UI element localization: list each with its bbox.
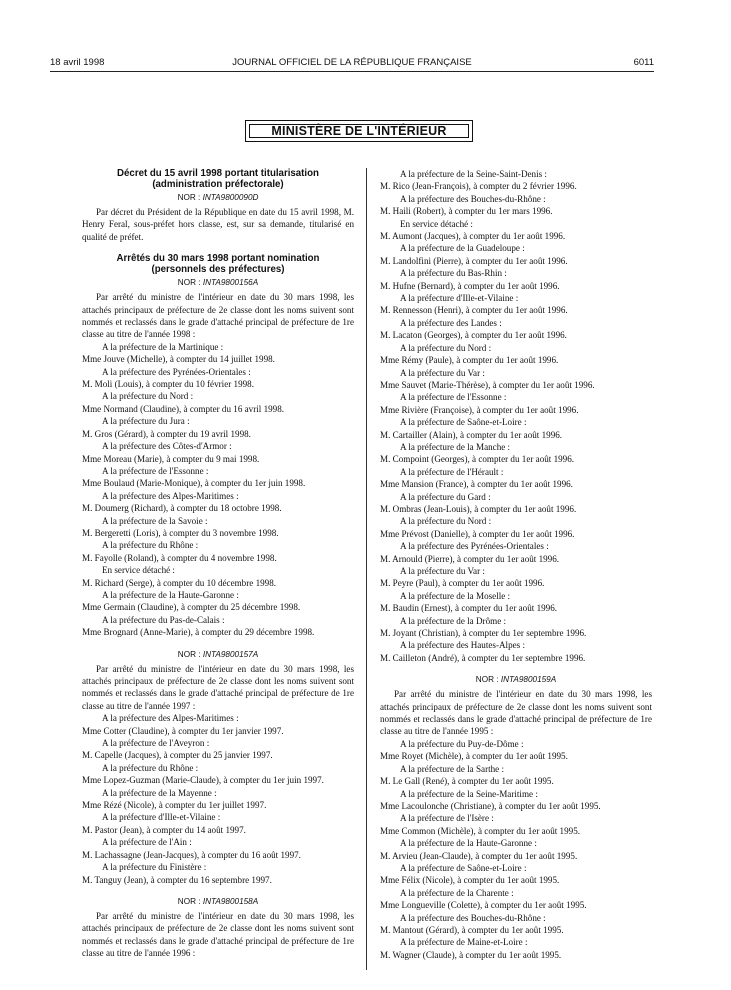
appointee-line: M. Arvieu (Jean-Claude), à compter du 1er août 1995. (380, 850, 578, 861)
appointee-line: Mme Brognard (Anne-Marie), à compter du 29 décembre 1998. (82, 627, 315, 638)
appointee-line: M. Cartailler (Alain), à compter du 1er août 1996. (380, 429, 563, 440)
nor-reference (380, 674, 652, 686)
prefecture-line: A la préfecture du Nord : (400, 342, 492, 353)
running-header (50, 57, 654, 72)
appointee-line: M. Wagner (Claude), à compter du 1er août 1995. (380, 949, 562, 960)
prefecture-line: A la préfecture des Alpes-Maritimes : (102, 490, 239, 501)
prefecture-line: A la préfecture des Landes : (400, 317, 502, 328)
nor-label: NOR : (177, 278, 201, 288)
prefecture-line: A la préfecture de la Seine-Maritime : (400, 788, 538, 799)
page-number: 6011 (633, 57, 654, 68)
appointee-line: M. Rennesson (Henri), à compter du 1er août 1996. (380, 305, 568, 316)
appointee-line: Mme Lopez-Guzman (Marie-Claude), à compter du 1er juin 1997. (82, 775, 324, 786)
prefecture-line: A la préfecture de la Martinique : (102, 341, 224, 352)
arrete-text: Par arrêté du ministre de l'intérieur en date du 30 mars 1998, les attachés principaux de préfecture de 2e classe dont les noms suivent sont nommés et reclassés dans le grade d'attaché principal de préfecture de 1re classe au titre de l'année 1995 : (380, 689, 652, 737)
prefecture-line: A la préfecture du Rhône : (102, 540, 199, 551)
ministry-title: MINISTÈRE DE L'INTÉRIEUR (249, 124, 469, 138)
prefecture-line: A la préfecture de Maine-et-Loire : (400, 937, 528, 948)
prefecture-line: A la préfecture d'Ille-et-Vilaine : (102, 812, 221, 823)
appointee-line: Mme Longueville (Colette), à compter du 1er août 1995. (380, 900, 587, 911)
nor-code: INTA9800090D (202, 193, 259, 202)
arrete-text: Par arrêté du ministre de l'intérieur en date du 30 mars 1998, les attachés principaux de préfecture de 2e classe dont les noms suivent sont nommés et reclassés dans le grade d'attaché principal de préfecture de 1re classe au titre de l'année 1996 : (82, 910, 354, 959)
prefecture-line: A la préfecture de l'Essonne : (400, 392, 507, 403)
arretes-title: Arrêtés du 30 mars 1998 portant nomination (116, 253, 320, 265)
prefecture-line: A la préfecture du Jura : (102, 416, 190, 427)
appointee-line: Mme Félix (Nicole), à compter du 1er août 1995. (380, 875, 560, 886)
appointee-line: M. Joyant (Christian), à compter du 1er septembre 1996. (380, 628, 587, 639)
appointee-line: Mme Rémy (Paule), à compter du 1er août 1996. (380, 355, 559, 366)
nor-label: NOR : (177, 896, 201, 906)
appointee-line: M. Lachassagne (Jean-Jacques), à compter du 16 août 1997. (82, 849, 301, 860)
prefecture-line: A la préfecture du Var : (400, 367, 485, 378)
nor-label: NOR : (475, 675, 499, 685)
prefecture-line: A la préfecture du Gard : (400, 491, 491, 502)
prefecture-line: A la préfecture de l'Isère : (400, 813, 494, 824)
nor-reference (82, 277, 354, 289)
prefecture-line: A la préfecture des Alpes-Maritimes : (102, 713, 239, 724)
appointee-line: M. Ombras (Jean-Louis), à compter du 1er août 1996. (380, 503, 577, 514)
prefecture-line: A la préfecture du Nord : (400, 516, 492, 527)
arretes-heading (82, 253, 354, 275)
prefecture-line: A la préfecture des Côtes-d'Armor : (102, 441, 232, 452)
prefecture-line: A la préfecture du Puy-de-Dôme : (400, 738, 524, 749)
appointee-line: M. Hufne (Bernard), à compter du 1er août 1996. (380, 280, 560, 291)
arrete-text: Par arrêté du ministre de l'intérieur en date du 30 mars 1998, les attachés principaux de préfecture de 2e classe dont les noms suivent sont nommés et reclassés dans le grade d'attaché principal de préfecture de 1re classe au titre de l'année 1998 : (82, 292, 354, 340)
prefecture-line: A la préfecture de la Mayenne : (102, 787, 217, 798)
arrete-text: Par arrêté du ministre de l'intérieur en date du 30 mars 1998, les attachés principaux de préfecture de 2e classe dont les noms suivent sont nommés et reclassés dans le grade d'attaché principal de préfecture de 1re classe au titre de l'année 1997 : (82, 663, 354, 711)
prefecture-line: A la préfecture de l'Ain : (102, 837, 192, 848)
appointment-list (82, 341, 354, 639)
appointee-line: M. Compoint (Georges), à compter du 1er août 1996. (380, 454, 575, 465)
appointment-list (380, 738, 652, 961)
appointee-line: Mme Boulaud (Marie-Monique), à compter du 1er juin 1998. (82, 478, 306, 489)
prefecture-line: A la préfecture de Saône-et-Loire : (400, 862, 527, 873)
prefecture-line: En service détaché : (400, 218, 473, 229)
prefecture-line: A la préfecture du Bas-Rhin : (400, 268, 507, 279)
appointee-line: M. Aumont (Jacques), à compter du 1er août 1996. (380, 231, 566, 242)
prefecture-line: A la préfecture de Saône-et-Loire : (400, 417, 527, 428)
appointee-line: M. Cailleton (André), à compter du 1er septembre 1996. (380, 652, 586, 663)
prefecture-line: A la préfecture de la Guadeloupe : (400, 243, 525, 254)
prefecture-line: A la préfecture du Finistère : (102, 862, 207, 873)
nor-reference (82, 649, 354, 661)
prefecture-line: A la préfecture de l'Aveyron : (102, 738, 210, 749)
prefecture-line: A la préfecture de la Moselle : (400, 590, 511, 601)
appointee-line: M. Fayolle (Roland), à compter du 4 novembre 1998. (82, 552, 277, 563)
decree-heading (82, 168, 354, 190)
appointee-line: M. Gros (Gérard), à compter du 19 avril 1998. (82, 428, 251, 439)
appointee-line: M. Doumerg (Richard), à compter du 18 octobre 1998. (82, 503, 282, 514)
prefecture-line: A la préfecture de la Sarthe : (400, 763, 505, 774)
appointee-line: M. Le Gall (René), à compter du 1er août 1995. (380, 776, 554, 787)
prefecture-line: A la préfecture du Pas-de-Calais : (102, 614, 225, 625)
prefecture-line: A la préfecture de la Manche : (400, 441, 511, 452)
prefecture-line: A la préfecture des Pyrénées-Orientales : (102, 366, 251, 377)
appointee-line: Mme Cotter (Claudine), à compter du 1er janvier 1997. (82, 725, 284, 736)
appointee-line: M. Haili (Robert), à compter du 1er mars 1996. (380, 206, 553, 217)
prefecture-line: A la préfecture des Hautes-Alpes : (400, 640, 525, 651)
appointee-line: M. Mantout (Gérard), à compter du 1er août 1995. (380, 924, 564, 935)
appointee-line: M. Rico (Jean-François), à compter du 2 février 1996. (380, 181, 577, 192)
prefecture-line: A la préfecture du Nord : (102, 391, 194, 402)
prefecture-line: A la préfecture des Bouches-du-Rhône : (400, 193, 546, 204)
appointee-line: Mme Lacoulonche (Christiane), à compter du 1er août 1995. (380, 800, 601, 811)
prefecture-line: En service détaché : (102, 565, 175, 576)
nor-label: NOR : (177, 649, 201, 659)
prefecture-line: A la préfecture de la Savoie : (102, 515, 208, 526)
appointee-line: Mme Germain (Claudine), à compter du 25 décembre 1998. (82, 602, 301, 613)
appointee-line: Mme Prévost (Danielle), à compter du 1er août 1996. (380, 528, 575, 539)
header-date: 18 avril 1998 (50, 57, 105, 68)
decree-subtitle: (administration préfectorale) (152, 179, 284, 190)
appointee-line: M. Arnould (Pierre), à compter du 1er août 1996. (380, 553, 560, 564)
nor-reference (82, 896, 354, 908)
appointee-line: Mme Common (Michèle), à compter du 1er août 1995. (380, 825, 581, 836)
appointee-line: Mme Royet (Michèle), à compter du 1er août 1995. (380, 751, 568, 762)
prefecture-line: A la préfecture de la Seine-Saint-Denis : (400, 169, 547, 179)
prefecture-line: A la préfecture des Pyrénées-Orientales : (400, 541, 549, 552)
nor-label: NOR : (177, 193, 201, 202)
nor-code: INTA9800159A (500, 675, 557, 685)
appointee-line: Mme Sauvet (Marie-Thérèse), à compter du 1er août 1996. (380, 379, 595, 390)
nor-code: INTA9800156A (202, 278, 259, 288)
prefecture-line: A la préfecture de la Haute-Garonne : (400, 838, 537, 849)
prefecture-line: A la préfecture du Var : (400, 566, 485, 576)
appointee-line: M. Tanguy (Jean), à compter du 16 septembre 1997. (82, 874, 272, 885)
prefecture-line: A la préfecture de la Charente : (400, 887, 514, 898)
appointee-line: M. Lacaton (Georges), à compter du 1er août 1996. (380, 330, 567, 341)
nor-code: INTA9800157A (202, 649, 259, 659)
appointee-line: M. Moli (Louis), à compter du 10 février 1998. (82, 379, 254, 390)
appointment-list (82, 712, 354, 886)
nor-reference (82, 192, 354, 204)
prefecture-line: A la préfecture de l'Hérault : (400, 466, 504, 477)
ministry-title-box (245, 120, 473, 142)
appointee-line: M. Baudin (Ernest), à compter du 1er août 1996. (380, 603, 558, 614)
decree-text: Par décret du Président de la République en date du 15 avril 1998, M. Henry Feral, sous-préfet hors classe, est, sur sa demande, titularisé en qualité de préfet. (82, 207, 354, 242)
appointee-line: M. Pastor (Jean), à compter du 14 août 1997. (82, 824, 246, 835)
prefecture-line: A la préfecture de la Haute-Garonne : (102, 589, 239, 600)
left-column (82, 168, 354, 960)
nor-code: INTA9800158A (202, 896, 259, 906)
appointee-line: M. Richard (Serge), à compter du 10 décembre 1998. (82, 577, 277, 588)
appointee-line: Mme Normand (Claudine), à compter du 16 avril 1998. (82, 403, 285, 414)
prefecture-line: A la préfecture d'Ille-et-Vilaine : (400, 293, 519, 304)
prefecture-line: A la préfecture de l'Essonne : (102, 465, 209, 476)
decree-title: Décret du 15 avril 1998 portant titularisation (117, 168, 319, 179)
appointee-line: Mme Rézé (Nicole), à compter du 1er juillet 1997. (82, 800, 267, 811)
appointee-line: Mme Moreau (Marie), à compter du 9 mai 1998. (82, 453, 260, 464)
prefecture-line: A la préfecture de la Drôme : (400, 615, 507, 626)
right-column (380, 168, 652, 961)
appointee-line: M. Bergeretti (Loris), à compter du 3 novembre 1998. (82, 527, 279, 538)
appointee-line: Mme Rivière (Françoise), à compter du 1er août 1996. (380, 404, 579, 415)
prefecture-line: A la préfecture du Rhône : (102, 762, 199, 773)
appointee-line: M. Landolfini (Pierre), à compter du 1er août 1996. (380, 255, 568, 266)
prefecture-line: A la préfecture des Bouches-du-Rhône : (400, 912, 546, 923)
column-divider (366, 168, 367, 970)
appointee-line: Mme Jouve (Michelle), à compter du 14 juillet 1998. (82, 354, 275, 365)
appointment-list (380, 168, 652, 664)
appointee-line: Mme Mansion (France), à compter du 1er août 1996. (380, 479, 573, 490)
appointee-line: M. Peyre (Paul), à compter du 1er août 1996. (380, 578, 545, 589)
journal-title: JOURNAL OFFICIEL DE LA RÉPUBLIQUE FRANÇAISE (232, 57, 472, 68)
appointee-line: M. Capelle (Jacques), à compter du 25 janvier 1997. (82, 750, 273, 761)
arretes-subtitle: (personnels des préfectures) (151, 264, 285, 276)
